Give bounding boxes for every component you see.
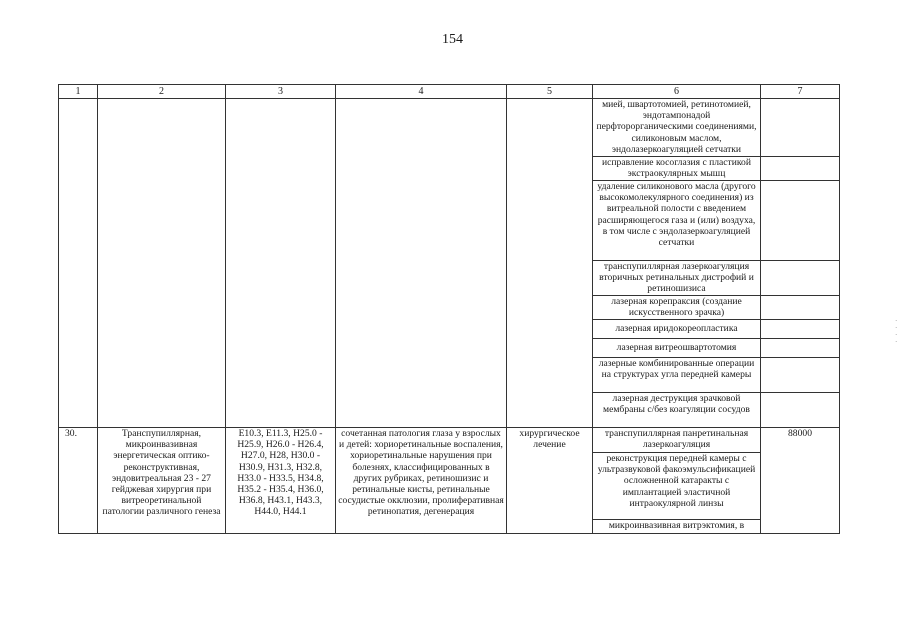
method-cell: лазерные комбинированные операции на структурах угла передней камеры — [593, 358, 761, 393]
care-type-name: Транспупиллярная, микроинвазивная энергетическая оптико-реконструктивная, эндовитреальная 23 - 27 гейджевая хирургия при витреоретинальной патологии различного генеза — [98, 428, 226, 534]
method-cell: транспупиллярная панретинальная лазеркоагуляция — [593, 428, 761, 453]
cost-cell — [761, 296, 840, 320]
header-col-2: 2 — [98, 85, 226, 99]
method-cell: транспупиллярная лазеркоагуляция вторичных ретинальных дистрофий и ретиношизиса — [593, 261, 761, 296]
header-col-3: 3 — [226, 85, 336, 99]
table-header-row — [59, 85, 840, 99]
cont-col-2 — [98, 99, 226, 428]
cost-cell — [761, 261, 840, 296]
treatment-type: хирургическое лечение — [507, 428, 593, 534]
table-row — [59, 428, 840, 453]
method-cell: микроинвазивная витрэктомия, в — [593, 520, 761, 534]
method-cell: исправление косоглазия с пластикой экстраокулярных мышц — [593, 157, 761, 181]
cont-col-5 — [507, 99, 593, 428]
page-number: 154 — [442, 32, 463, 47]
cont-col-4 — [336, 99, 507, 428]
header-col-6: 6 — [593, 85, 761, 99]
header-col-1: 1 — [59, 85, 98, 99]
method-cell: лазерная корепраксия (создание искусственного зрачка) — [593, 296, 761, 320]
cost-cell — [761, 339, 840, 358]
scan-artifact: · · · · — [895, 317, 898, 346]
row-number: 30. — [59, 428, 98, 534]
cost-cell — [761, 358, 840, 393]
cost-cell — [761, 181, 840, 261]
cost-cell — [761, 157, 840, 181]
cont-col-1 — [59, 99, 98, 428]
header-col-5: 5 — [507, 85, 593, 99]
table-row — [59, 99, 840, 157]
method-cell: лазерная иридокореопластика — [593, 320, 761, 339]
method-cell: мией, швартотомией, ретинотомией, эндотампонадой перфторорганическими соединениями, силиконовым маслом, эндолазеркоагуляцией сетчатки — [593, 99, 761, 157]
icd-codes: E10.3, E11.3, H25.0 - H25.9, H26.0 - H26.4, H27.0, H28, H30.0 - H30.9, H31.3, H32.8, H33.0 - H33.5, H34.8, H35.2 - H35.4, H36.0, H36.8, H43.1, H43.3, H44.0, H44.1 — [226, 428, 336, 534]
cost-cell: 88000 — [761, 428, 840, 534]
header-col-7: 7 — [761, 85, 840, 99]
cont-col-3 — [226, 99, 336, 428]
patient-model: сочетанная патология глаза у взрослых и детей: хориоретинальные воспаления, хориоретинальные нарушения при болезнях, классифицированных в других рубриках, ретиношизис и ретинальные кисты, ретинальные сосудистые окклюзии, пролиферативная ретинопатия, дегенерация — [336, 428, 507, 534]
header-col-4: 4 — [336, 85, 507, 99]
method-cell: лазерная витреошвартотомия — [593, 339, 761, 358]
medical-care-table — [58, 84, 840, 534]
cost-cell — [761, 320, 840, 339]
method-cell: удаление силиконового масла (другого высокомолекулярного соединения) из витреальной полости с введением расширяющегося газа и (или) воздуха, в том числе с эндолазеркоагуляцией сетчатки — [593, 181, 761, 261]
method-cell: лазерная деструкция зрачковой мембраны с/без коагуляции сосудов — [593, 393, 761, 428]
method-cell: реконструкция передней камеры с ультразвуковой факоэмульсификацией осложненной катаракты с имплантацией эластичной интраокулярной линзы — [593, 453, 761, 520]
cost-cell — [761, 99, 840, 157]
cost-cell — [761, 393, 840, 428]
